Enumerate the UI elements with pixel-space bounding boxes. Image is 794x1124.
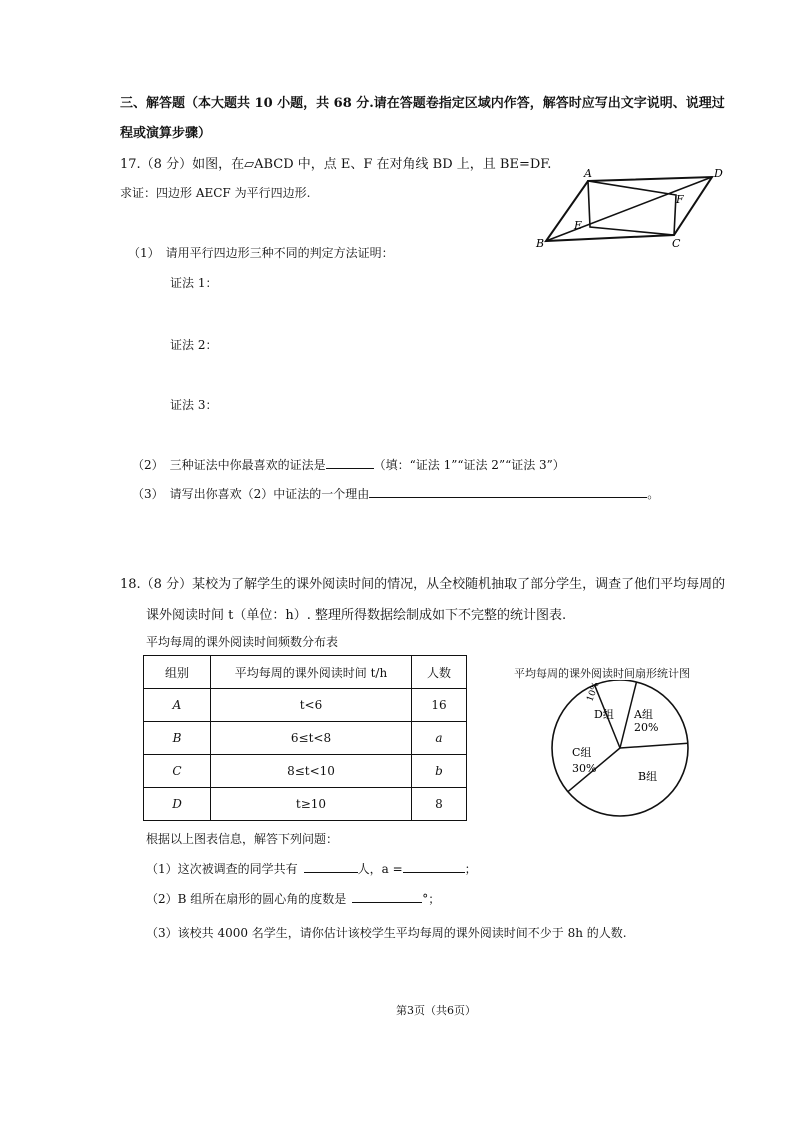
q17-prove: 求证：四边形 AECF 为平行四边形. [120,186,311,200]
q18-sub2 [146,890,440,907]
pie-slice-boundary-B组 [620,743,688,748]
label-e: E [574,219,583,232]
q18-sub2-text: （2）B 组所在扇形的圆心角的度数是 [146,892,347,906]
table-header-cell: 人数 [412,656,467,689]
q17-method3: 证法 3： [170,398,218,412]
q17-part1: （1） 请用平行四边形三种不同的判定方法证明： [128,246,394,260]
answer-blank-angle[interactable] [352,890,422,903]
table-header-row [144,656,467,689]
label-a: A [584,167,592,180]
q18-stem-cont: 课外阅读时间 t（单位：h）. 整理所得数据绘制成如下不完整的统计图表. [146,608,567,623]
table-cell: D [144,788,211,821]
q17-part2 [132,456,565,473]
label-b: B [536,237,545,250]
table-cell: B [144,722,211,755]
q18-sub3: （3）该校共 4000 名学生，请你估计该校学生平均每周的课外阅读时间不少于 8h 的人数. [146,926,627,940]
section-heading-cont: 程或演算步骤） [120,126,212,141]
table-cell: b [412,755,467,788]
pie-label-a: A组 [634,708,653,721]
table-header-cell: 平均每周的课外阅读时间 t/h [211,656,412,689]
table-cell: 16 [412,689,467,722]
q17-part2-hint: （填：“证法 1”“证法 2”“证法 3”） [373,458,565,472]
table-header-cell: 组别 [144,656,211,689]
page-footer: 第3页（共6页） [396,1004,476,1017]
table-cell: C [144,755,211,788]
table-row [144,722,467,755]
table-cell: 8≤t<10 [211,755,412,788]
pie-label-b: B组 [638,770,658,783]
q17-method2: 证法 2： [170,338,218,352]
pie-label-c: C组 [572,746,592,759]
label-d: D [714,167,723,180]
q17-part3-end: 。 [647,487,660,501]
table-cell: A [144,689,211,722]
table-cell: 6≤t<8 [211,722,412,755]
answer-blank-total[interactable] [304,860,358,873]
pie-title: 平均每周的课外阅读时间扇形统计图 [514,667,690,680]
parallelogram-figure [530,165,730,255]
table-cell: a [412,722,467,755]
q17-part3 [132,485,659,502]
pie-label-d-pct: 10% [585,680,602,704]
q17-part3-text: （3） 请写出你喜欢（2）中证法的一个理由 [132,487,370,501]
table-cell: t<6 [211,689,412,722]
table-row [144,689,467,722]
answer-blank-favorite[interactable] [326,456,374,469]
pie-label-a-pct: 20% [634,721,659,734]
frequency-table [143,655,467,821]
table-row [144,755,467,788]
q17-method1: 证法 1： [170,276,218,290]
q17-part2-text: （2） 三种证法中你最喜欢的证法是 [132,458,326,472]
q18-sub1-end: ； [464,862,477,876]
table-title: 平均每周的课外阅读时间频数分布表 [146,635,339,649]
pie-label-c-pct: 30% [572,762,597,775]
q18-stem: 18.（8 分）某校为了解学生的课外阅读时间的情况，从全校随机抽取了部分学生，调查了他们平均每周的 [120,577,726,592]
q17-stem: 17.（8 分）如图，在▱ABCD 中，点 E、F 在对角线 BD 上，且 BE=DF. [120,157,552,172]
pie-label-d: D组 [594,708,614,721]
answer-blank-reason[interactable] [369,485,647,498]
label-c: C [672,237,681,250]
section-heading: 三、解答题（本大题共 10 小题，共 68 分.请在答题卷指定区域内作答，解答时应写出文字说明、说理过 [120,96,725,111]
q18-sub1-mid: 人，a = [357,862,403,876]
q18-sub1-text: （1）这次被调查的同学共有 [146,862,298,876]
table-row [144,788,467,821]
q18-intro: 根据以上图表信息，解答下列问题： [146,832,339,846]
table-cell: t≥10 [211,788,412,821]
label-f: F [676,193,684,206]
q18-sub2-end: °； [422,892,441,906]
pie-chart [540,680,700,820]
answer-blank-a[interactable] [403,860,465,873]
table-cell: 8 [412,788,467,821]
q18-sub1 [146,860,477,877]
